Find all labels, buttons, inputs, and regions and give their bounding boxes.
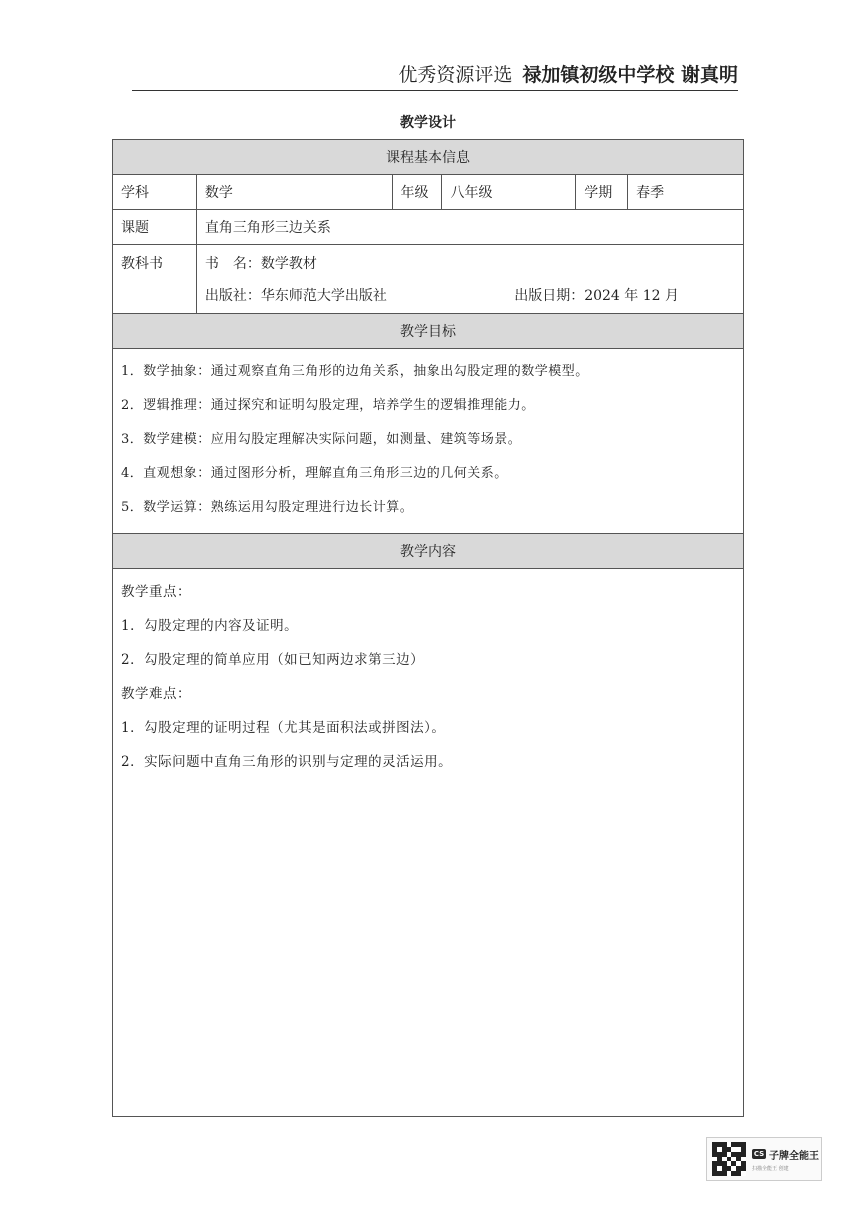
section-basic-info: 课程基本信息	[113, 140, 744, 175]
pub-date-line: 出版日期：2024 年 12 月	[514, 288, 679, 304]
term-label: 学期	[576, 175, 628, 210]
difficult-points-label: 教学难点：	[121, 686, 191, 702]
grade-label: 年级	[392, 175, 442, 210]
qr-code-icon	[712, 1142, 746, 1176]
difficult-point-item: 1．勾股定理的证明过程（尤其是面积法或拼图法）。	[121, 720, 446, 736]
textbook-label: 教科书	[113, 245, 197, 314]
brand-subtitle: 扫描全能王 创建	[752, 1165, 789, 1172]
document-title: 教学设计	[400, 115, 456, 131]
scanner-watermark-badge	[706, 1137, 822, 1181]
goals-body	[113, 349, 744, 534]
brand-logo-icon: CS	[753, 1150, 765, 1158]
lesson-plan-table	[112, 139, 744, 1117]
header-school: 禄加镇初级中学校 谢真明	[522, 64, 738, 86]
header-label: 优秀资源评选	[398, 64, 513, 86]
key-point-item: 1．勾股定理的内容及证明。	[121, 618, 299, 634]
goal-item: 3．数学建模：应用勾股定理解决实际问题，如测量、建筑等场景。	[121, 432, 522, 447]
goal-item: 5．数学运算：熟练运用勾股定理进行边长计算。	[121, 500, 414, 515]
key-points-label: 教学重点：	[121, 584, 191, 600]
term-value: 春季	[628, 175, 744, 210]
subject-label: 学科	[113, 175, 197, 210]
goal-item: 1．数学抽象：通过观察直角三角形的边角关系，抽象出勾股定理的数学模型。	[121, 364, 589, 379]
section-content: 教学内容	[113, 534, 744, 569]
book-name-line: 书 名：数学教材	[204, 256, 317, 272]
brand-top	[752, 1147, 819, 1162]
difficult-point-item: 2．实际问题中直角三角形的识别与定理的灵活运用。	[121, 754, 453, 770]
publisher-row	[205, 285, 735, 307]
goal-item: 4．直观想象：通过图形分析，理解直角三角形三边的几何关系。	[121, 466, 508, 481]
brand-block	[752, 1147, 819, 1172]
goal-item: 2．逻辑推理：通过探究和证明勾股定理，培养学生的逻辑推理能力。	[121, 398, 535, 413]
key-point-item: 2．勾股定理的简单应用（如已知两边求第三边）	[121, 652, 425, 668]
section-goals: 教学目标	[113, 314, 744, 349]
textbook-info	[196, 245, 743, 314]
page-header	[132, 60, 738, 91]
grade-value: 八年级	[442, 175, 576, 210]
brand-name: 子牌全能王	[769, 1150, 819, 1162]
publisher-line: 出版社：华东师范大学出版社	[204, 288, 387, 304]
topic-label: 课题	[113, 210, 197, 245]
subject-value: 数学	[196, 175, 392, 210]
content-body	[113, 569, 744, 1117]
topic-value: 直角三角形三边关系	[196, 210, 743, 245]
